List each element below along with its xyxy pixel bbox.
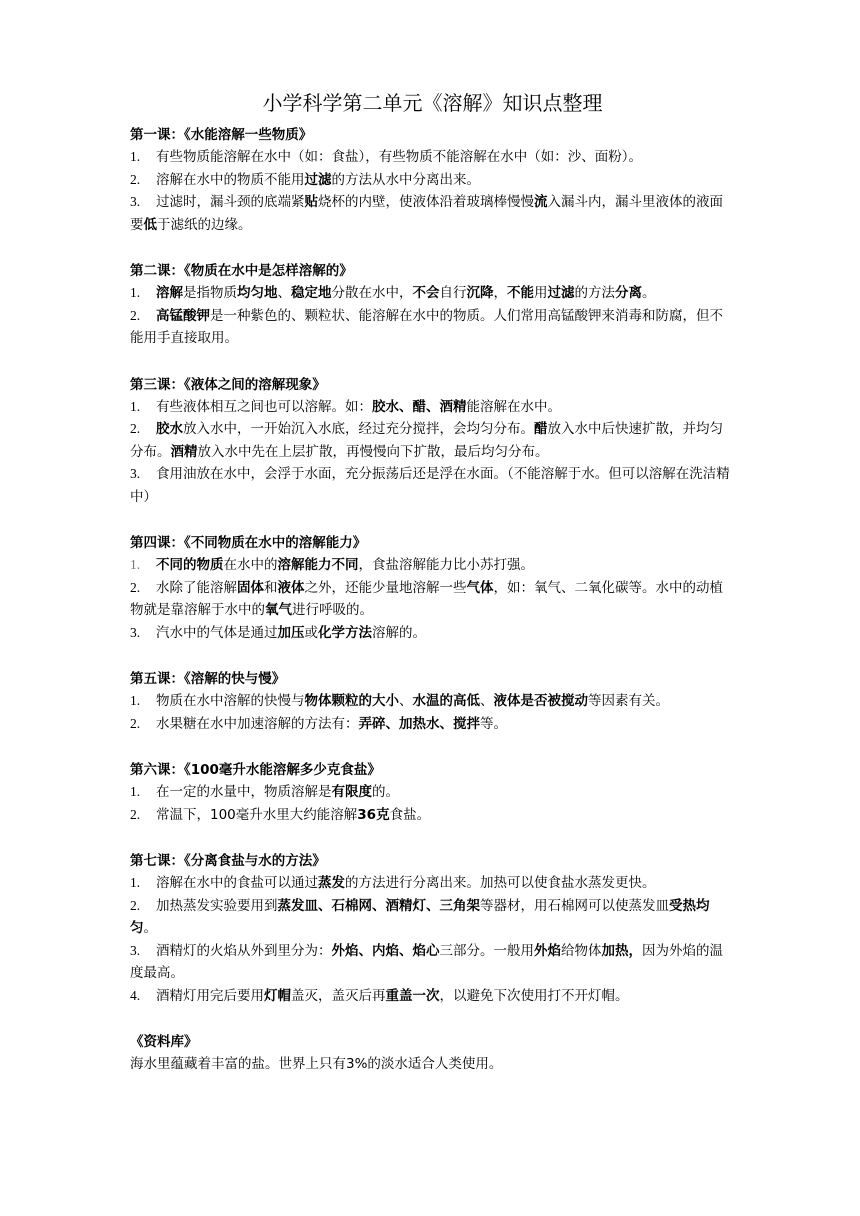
lesson-heading: 第二课：《物质在水中是怎样溶解的》 bbox=[130, 263, 353, 279]
lesson-item-list bbox=[130, 396, 735, 509]
bold-term: 加压 bbox=[277, 624, 305, 641]
list-item bbox=[130, 804, 735, 827]
bold-term: 酒精 bbox=[170, 443, 198, 460]
text-run: 的方法从水中分离出来。 bbox=[331, 171, 480, 188]
text-run: 三部分。一般用 bbox=[439, 942, 534, 959]
text-run: 、 bbox=[277, 285, 291, 301]
lesson-heading: 第三课：《液体之间的溶解现象》 bbox=[130, 376, 326, 393]
text-run: 物质在水中溶解的快慢与 bbox=[156, 693, 305, 709]
list-item bbox=[130, 872, 735, 895]
bold-term: 物体颗粒的大小 bbox=[304, 693, 399, 709]
bold-term: 溶解能力不同 bbox=[277, 557, 359, 573]
lesson-item-list bbox=[130, 690, 735, 735]
text-run: 能溶解在水中。 bbox=[466, 398, 561, 415]
list-item bbox=[130, 305, 735, 350]
bold-term: 低 bbox=[143, 216, 157, 233]
item-text bbox=[156, 807, 430, 823]
list-item bbox=[130, 940, 735, 985]
item-number: 1. bbox=[130, 693, 141, 708]
bold-term: 稳定地 bbox=[291, 285, 332, 301]
list-item bbox=[130, 781, 735, 804]
library-heading: 《资料库》 bbox=[130, 1034, 198, 1050]
text-run: 进行呼吸的。 bbox=[292, 602, 373, 618]
bold-term: 不同的物质 bbox=[156, 557, 224, 573]
item-number: 4. bbox=[130, 987, 141, 1003]
list-item bbox=[130, 169, 735, 192]
bold-term: 气体 bbox=[466, 579, 494, 596]
text-run: 过滤时，漏斗颈的底端紧 bbox=[156, 194, 305, 210]
bold-term: 弄碎、加热水、搅拌 bbox=[358, 715, 480, 732]
text-run: 等。 bbox=[480, 715, 507, 732]
lessons-container bbox=[130, 124, 735, 1007]
text-run: 和 bbox=[264, 579, 278, 596]
item-text bbox=[156, 784, 399, 800]
item-number: 2. bbox=[130, 171, 141, 187]
text-run: 的方法进行分离出来。加热可以使食盐水蒸发更快。 bbox=[345, 875, 656, 891]
bold-term: 液体是否被搅动 bbox=[493, 693, 588, 709]
bold-term: 均匀地 bbox=[237, 285, 278, 301]
item-number: 2. bbox=[130, 307, 141, 323]
bold-term: 沉降 bbox=[466, 285, 494, 301]
item-text bbox=[156, 716, 507, 732]
lesson-heading: 第六课：《100毫升水能溶解多少克食盐》 bbox=[130, 762, 381, 778]
list-item bbox=[130, 282, 735, 305]
item-number: 1. bbox=[130, 784, 141, 799]
text-run: 放入水中，一开始沉入水底，经过充分搅拌，会均匀分布。 bbox=[183, 421, 534, 437]
text-run: 入漏斗内，漏斗里液体的液面要 bbox=[130, 194, 723, 233]
text-run: 有些物质能溶解在水中（如：食盐），有些物质不能溶解在水中（如：沙、面粉）。 bbox=[156, 149, 642, 165]
bold-term: 溶解 bbox=[156, 285, 183, 301]
text-run: 水除了能溶解 bbox=[156, 579, 237, 596]
lesson-section bbox=[130, 850, 735, 1007]
text-run: ，如：氧气、二氧化碳等。水中的动植物就是靠溶解于水中的 bbox=[130, 579, 723, 618]
item-number: 1. bbox=[130, 285, 141, 300]
text-run: 溶解的。 bbox=[372, 624, 426, 641]
text-run: ，以避免下次使用打不开灯帽。 bbox=[439, 987, 629, 1004]
item-text bbox=[156, 149, 642, 165]
lesson-heading: 第七课：《分离食盐与水的方法》 bbox=[130, 853, 326, 869]
text-run: ， bbox=[493, 285, 507, 301]
item-text bbox=[130, 421, 723, 460]
text-run: 因为外焰的温度最高。 bbox=[130, 942, 723, 981]
text-run: 的方法 bbox=[574, 285, 615, 301]
item-number: 2. bbox=[130, 421, 141, 436]
lesson-item-list bbox=[130, 282, 735, 350]
bold-term: 流 bbox=[534, 194, 548, 210]
item-number: 1. bbox=[130, 557, 141, 572]
item-text bbox=[130, 898, 710, 937]
text-run: 酒精灯的火焰从外到里分为： bbox=[156, 942, 332, 959]
list-item bbox=[130, 554, 735, 577]
list-item bbox=[130, 690, 735, 713]
item-number: 3. bbox=[130, 624, 141, 640]
item-text bbox=[130, 194, 723, 233]
lesson-heading: 第一课：《水能溶解一些物质》 bbox=[130, 127, 313, 143]
item-number: 1. bbox=[130, 398, 141, 414]
text-run: 有些液体相互之间也可以溶解。如： bbox=[156, 398, 372, 415]
bold-term: 有限度 bbox=[331, 784, 372, 800]
item-number: 2. bbox=[130, 806, 141, 822]
bold-term: 水温的高低 bbox=[412, 693, 480, 709]
item-text bbox=[156, 172, 480, 188]
item-number: 2. bbox=[130, 715, 141, 731]
bold-term: 蒸发皿、石棉网、酒精灯、三角架 bbox=[277, 897, 480, 914]
list-item bbox=[130, 713, 735, 736]
text-run: 自行 bbox=[439, 285, 467, 301]
bold-term: 醋 bbox=[534, 421, 548, 437]
lesson-section bbox=[130, 124, 735, 236]
list-item bbox=[130, 463, 735, 508]
bold-term: 不能 bbox=[507, 285, 534, 301]
text-run: 、 bbox=[399, 693, 413, 709]
item-number: 1. bbox=[130, 149, 141, 164]
text-run: 。 bbox=[642, 285, 656, 301]
bold-term: 加热， bbox=[601, 942, 642, 959]
bold-term: 化学方法 bbox=[318, 624, 372, 641]
item-text bbox=[156, 625, 426, 641]
item-text bbox=[130, 580, 723, 619]
list-item bbox=[130, 191, 735, 236]
text-run: 溶解在水中的食盐可以通过 bbox=[156, 875, 318, 891]
document-page bbox=[130, 88, 735, 1100]
text-run: 给物体 bbox=[561, 942, 602, 959]
text-run: 是指物质 bbox=[183, 285, 237, 301]
list-item bbox=[130, 396, 735, 419]
list-item bbox=[130, 146, 735, 169]
lesson-section bbox=[130, 759, 735, 826]
text-run: 放入水中后快速扩散，并均匀分布。 bbox=[130, 421, 723, 460]
bold-term: 胶水、醋、酒精 bbox=[372, 398, 467, 415]
item-number: 2. bbox=[130, 579, 141, 595]
item-text bbox=[156, 693, 669, 709]
text-run: 用 bbox=[534, 285, 548, 301]
lesson-section bbox=[130, 532, 735, 644]
item-text bbox=[156, 399, 561, 415]
item-number: 3. bbox=[130, 942, 141, 958]
bold-term: 不会 bbox=[412, 285, 440, 301]
text-run: 盖灭，盖灭后再 bbox=[291, 987, 386, 1004]
list-item bbox=[130, 577, 735, 622]
lesson-item-list bbox=[130, 781, 735, 826]
bold-term: 蒸发 bbox=[318, 875, 345, 891]
item-text bbox=[156, 875, 656, 891]
bold-term: 外焰 bbox=[534, 942, 561, 959]
text-run: 分散在水中， bbox=[331, 285, 413, 301]
bold-term: 过滤 bbox=[304, 171, 332, 188]
bold-term: 灯帽 bbox=[264, 987, 291, 1004]
list-item bbox=[130, 418, 735, 463]
item-text bbox=[130, 466, 730, 505]
bold-term: 高锰酸钾 bbox=[156, 307, 210, 324]
item-number: 3. bbox=[130, 466, 141, 481]
page-title: 小学科学第二单元《溶解》知识点整理 bbox=[262, 91, 603, 115]
text-run: 食用油放在水中，会浮于水面，充分振荡后还是浮在水面。（不能溶解于水。但可以溶解在洗洁精中） bbox=[130, 466, 730, 505]
lesson-heading: 第五课：《溶解的快与慢》 bbox=[130, 671, 286, 687]
lesson-section bbox=[130, 260, 735, 350]
bold-term: 受热均匀 bbox=[130, 897, 710, 936]
item-text bbox=[156, 988, 629, 1004]
bold-term: 36克 bbox=[357, 806, 390, 823]
bold-term: 重盖一次 bbox=[385, 987, 440, 1004]
bold-term: 液体 bbox=[277, 579, 305, 596]
text-run: 酒精灯用完后要用 bbox=[156, 987, 264, 1004]
list-item bbox=[130, 622, 735, 645]
item-text bbox=[156, 285, 656, 301]
list-item bbox=[130, 895, 735, 940]
text-run: 是一种紫色的、颗粒状、能溶解在水中的物质。人们常用高锰酸钾来消毒和防腐，但不能用手直接取用。 bbox=[130, 307, 723, 346]
text-run: 食盐。 bbox=[389, 806, 431, 823]
item-text bbox=[130, 308, 723, 347]
text-run: 烧杯的内壁，使液体沿着玻璃棒慢慢 bbox=[318, 194, 534, 210]
text-run: 加热蒸发实验要用到 bbox=[156, 897, 278, 914]
text-run: 常温下，100毫升水里大约能溶解 bbox=[156, 806, 358, 823]
library-text: 海水里蕴藏着丰富的盐。世界上只有3%的淡水适合人类使用。 bbox=[130, 1056, 503, 1072]
text-run: 汽水中的气体是通过 bbox=[156, 624, 278, 641]
lesson-item-list bbox=[130, 554, 735, 644]
lesson-item-list bbox=[130, 146, 735, 236]
text-run: 的。 bbox=[372, 784, 399, 800]
lesson-section bbox=[130, 668, 735, 735]
item-text bbox=[156, 557, 534, 573]
text-run: 在水中的 bbox=[223, 557, 278, 573]
library-section bbox=[130, 1031, 735, 1076]
text-run: 溶解在水中的物质不能用 bbox=[156, 171, 305, 188]
text-run: 。 bbox=[143, 920, 157, 936]
item-number: 3. bbox=[130, 194, 141, 209]
bold-term: 过滤 bbox=[547, 285, 575, 301]
text-run: 之外，还能少量地溶解一些 bbox=[304, 579, 467, 596]
lesson-item-list bbox=[130, 872, 735, 1007]
text-run: ，食盐溶解能力比小苏打强。 bbox=[358, 557, 534, 573]
text-run: 放入水中先在上层扩散，再慢慢向下扩散，最后均匀分布。 bbox=[197, 443, 549, 460]
text-run: 、 bbox=[480, 693, 494, 709]
item-number: 2. bbox=[130, 897, 141, 913]
item-number: 1. bbox=[130, 875, 141, 890]
bold-term: 贴 bbox=[304, 194, 318, 210]
lesson-section bbox=[130, 374, 735, 509]
text-run: 等器材，用石棉网可以使蒸发皿 bbox=[480, 897, 669, 914]
bold-term: 氧气 bbox=[265, 602, 292, 618]
text-run: 或 bbox=[304, 624, 318, 641]
text-run: 水果糖在水中加速溶解的方法有： bbox=[156, 715, 359, 732]
bold-term: 胶水 bbox=[156, 421, 183, 437]
text-run: 等因素有关。 bbox=[588, 693, 669, 709]
text-run: 在一定的水量中，物质溶解是 bbox=[156, 784, 332, 800]
item-text bbox=[130, 943, 723, 982]
bold-term: 固体 bbox=[237, 579, 264, 596]
text-run: 于滤纸的边缘。 bbox=[157, 216, 252, 233]
bold-term: 分离 bbox=[615, 285, 642, 301]
list-item bbox=[130, 985, 735, 1008]
bold-term: 外焰、内焰、焰心 bbox=[331, 942, 440, 959]
lesson-heading: 第四课：《不同物质在水中的溶解能力》 bbox=[130, 535, 367, 551]
